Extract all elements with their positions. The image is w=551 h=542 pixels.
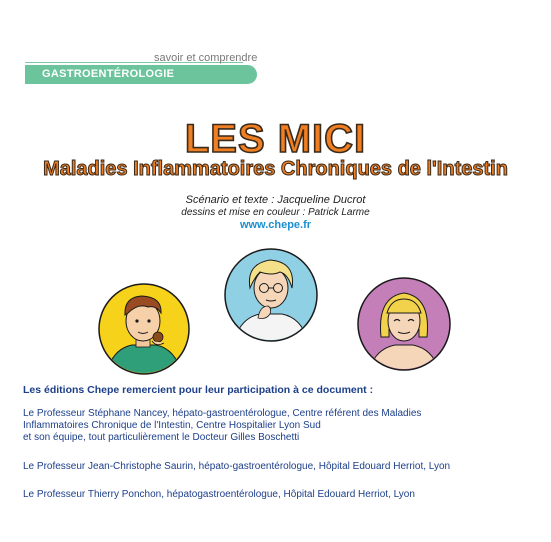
acknowledgment-line: Le Professeur Stéphane Nancey, hépato-gastroentérologue, Centre référent des Maladies <box>23 408 422 419</box>
acknowledgment-paragraph <box>23 461 533 473</box>
credit-script: Scénario et texte : Jacqueline Ducrot <box>185 194 366 206</box>
acknowledgment-line: Inflammatoires Chronique de l'Intestin, Centre Hospitalier Lyon Sud <box>23 420 321 431</box>
acknowledgment-paragraph <box>23 489 533 501</box>
acknowledgment-line: et son équipe, tout particulièrement le Docteur Gilles Boschetti <box>23 432 300 443</box>
acknowledgment-paragraph <box>23 408 533 444</box>
acknowledgments-heading: Les éditions Chepe remercient pour leur participation à ce document : <box>23 384 374 396</box>
cover-title: LES MICI <box>184 117 367 161</box>
portrait-young-man <box>98 283 190 375</box>
series-tagline: savoir et comprendre <box>154 52 258 64</box>
cover-subtitle: Maladies Inflammatoires Chroniques de l'Intestin <box>43 158 508 180</box>
portrait-blonde-woman-thinking <box>224 248 318 342</box>
credit-art: dessins et mise en couleur : Patrick Larme <box>181 207 370 218</box>
acknowledgment-line: Le Professeur Jean-Christophe Saurin, hépato-gastroentérologue, Hôpital Edouard Herriot, Lyon <box>23 461 451 472</box>
website-link[interactable]: www.chepe.fr <box>239 219 312 231</box>
portrait-blonde-girl <box>357 277 451 371</box>
acknowledgment-line: Le Professeur Thierry Ponchon, hépatogastroentérologue, Hôpital Edouard Herriot, Lyon <box>23 489 415 500</box>
category-label: GASTROENTÉROLOGIE <box>42 68 175 80</box>
